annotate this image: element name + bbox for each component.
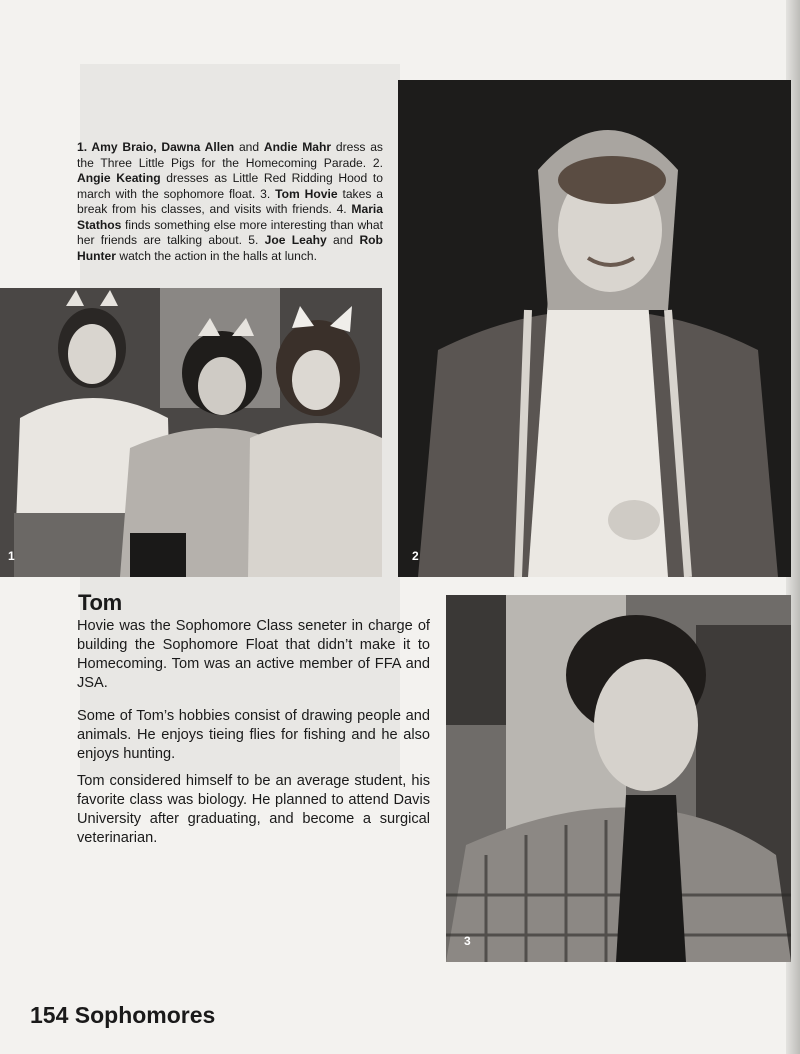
caption-and-5: and [332, 233, 354, 247]
page-folio: 154 Sophomores [30, 1002, 216, 1028]
caption-text-5: watch the action in the halls at lunch. [119, 248, 317, 263]
photo1-illustration [0, 288, 382, 577]
bio-paragraph-2: Some of Tom’s hobbies consist of drawing people and animals. He enjoys tieing flies for fishing and he also enjoys hunting. [77, 708, 430, 762]
bio-paragraph-3: Tom considered himself to be an average student, his favorite class was biology. He planned to attend Davis University after graduating, and become a surgical veterinarian. [77, 773, 430, 846]
caption-text-2: dresses as Little Red Ridding Hood to march with the sophomore float. 3. [77, 171, 383, 201]
photo-little-red-riding-hood [398, 80, 791, 577]
photo-number-3: 3 [464, 934, 471, 948]
photo-caption [77, 140, 383, 264]
photo-tom-hovie [446, 595, 791, 962]
photo-number-2: 2 [412, 549, 419, 563]
caption-text-3: takes a break from his classes, and visits with friends. 4. [77, 186, 383, 216]
caption-and-1: and [238, 140, 260, 154]
caption-text-1: dress as the Three Little Pigs for the Homecoming Parade. 2. [77, 140, 383, 170]
bio-title: Tom [78, 590, 122, 615]
caption-names-1: 1. Amy Braio, Dawna Allen [77, 140, 235, 154]
caption-name-andie: Andie Mahr [263, 140, 332, 154]
photo2-illustration [398, 80, 791, 577]
caption-name-angie: Angie Keating [77, 171, 161, 185]
caption-text-4: finds something else more interesting than what her friends are talking about. 5. [77, 217, 383, 247]
bio-paragraph-1: Hovie was the Sophomore Class seneter in charge of building the Sophomore Float that didn’t make it to Homecoming. Tom was an active member of FFA and JSA. [77, 618, 430, 691]
caption-name-joe: Joe Leahy [264, 233, 327, 247]
photo3-illustration [446, 595, 791, 962]
caption-name-rob: Rob Hunter [77, 233, 383, 263]
caption-name-tom: Tom Hovie [275, 186, 338, 201]
caption-name-maria: Maria Stathos [77, 202, 383, 232]
photo-number-1: 1 [8, 549, 15, 563]
photo-three-little-pigs [0, 288, 382, 577]
